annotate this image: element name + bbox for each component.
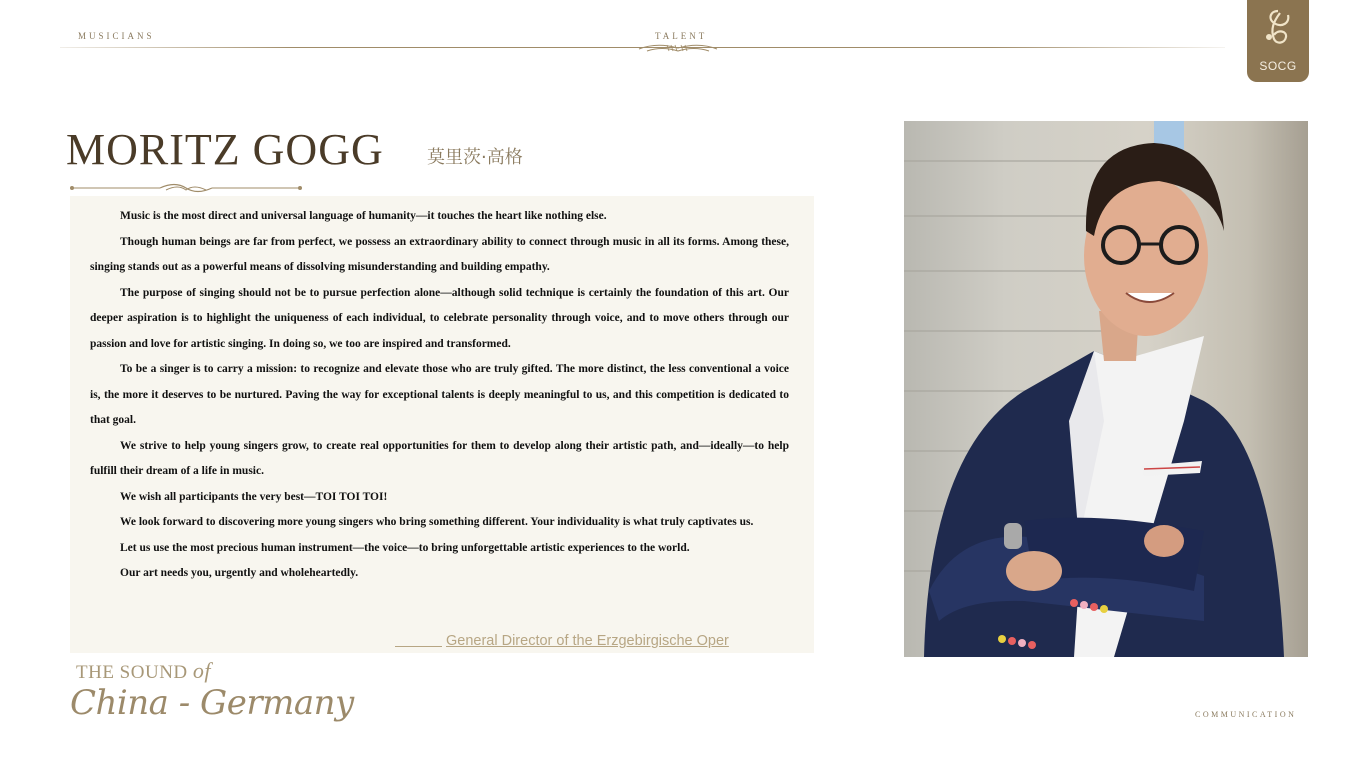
logo-text: SOCG: [1259, 59, 1297, 73]
paragraph: Music is the most direct and universal language of humanity—it touches the heart like nothing else.: [120, 210, 607, 222]
paragraph: Though human beings are far from perfect, we possess an extraordinary ability to connect through music in all its forms. Among these, singing stands out as a powerful means of dissolving misunderstanding and building empathy.: [90, 235, 789, 273]
title-ornament-icon: [70, 181, 304, 195]
chinese-name: 莫里茨·高格: [427, 147, 523, 168]
brand-line-2: China - Germany: [70, 683, 354, 723]
portrait-illustration: [904, 121, 1308, 657]
footer-label: COMMUNICATION: [1195, 710, 1297, 719]
header-ornament-icon: [637, 40, 719, 54]
brand-line-1-italic: of: [192, 658, 212, 683]
paragraph: We look forward to discovering more young singers who bring something different. Your individuality is what truly captivates us.: [120, 516, 754, 528]
paragraph: Let us use the most precious human instrument—the voice—to bring unforgettable artistic experiences to the world.: [120, 541, 690, 554]
paragraph: Our art needs you, urgently and wholeheartedly.: [120, 567, 359, 579]
header-center-label: TALENT: [655, 31, 708, 41]
brand-line-1: [76, 658, 211, 684]
paragraph: We wish all participants the very best—TOI TOI TOI!: [120, 490, 388, 503]
treble-clef-logo-icon: [1260, 7, 1296, 53]
portrait-photo: [904, 121, 1308, 657]
signature-dash: [395, 646, 442, 647]
socg-logo[interactable]: [1247, 0, 1309, 82]
paragraph: The purpose of singing should not be to pursue perfection alone—although solid technique is certainly the foundation of this art. Our deeper aspiration is to highlight the uniqueness of each individual, to celebrate personality through voice, and to move others through our passion and love for artistic singing. In doing so, we too are inspired and transformed.: [90, 286, 789, 350]
paragraph: We strive to help young singers grow, to create real opportunities for them to develop along their artistic path, and—ideally—to help fulfill their dream of a life in music.: [90, 439, 789, 477]
message-text: [90, 204, 789, 587]
header-left-label: MUSICIANS: [78, 31, 155, 41]
page-title: MORITZ GOGG: [66, 125, 384, 174]
brand-line-1-text: THE SOUND: [76, 662, 193, 683]
signature-link[interactable]: General Director of the Erzgebirgische Oper: [446, 633, 729, 649]
paragraph: To be a singer is to carry a mission: to recognize and elevate those who are truly gifted. The more distinct, the less conventional a voice is, the more it deserves to be nurtured. Paving the way for exceptional talents is deeply meaningful to us, and this competition is dedicated to that goal.: [90, 363, 789, 426]
